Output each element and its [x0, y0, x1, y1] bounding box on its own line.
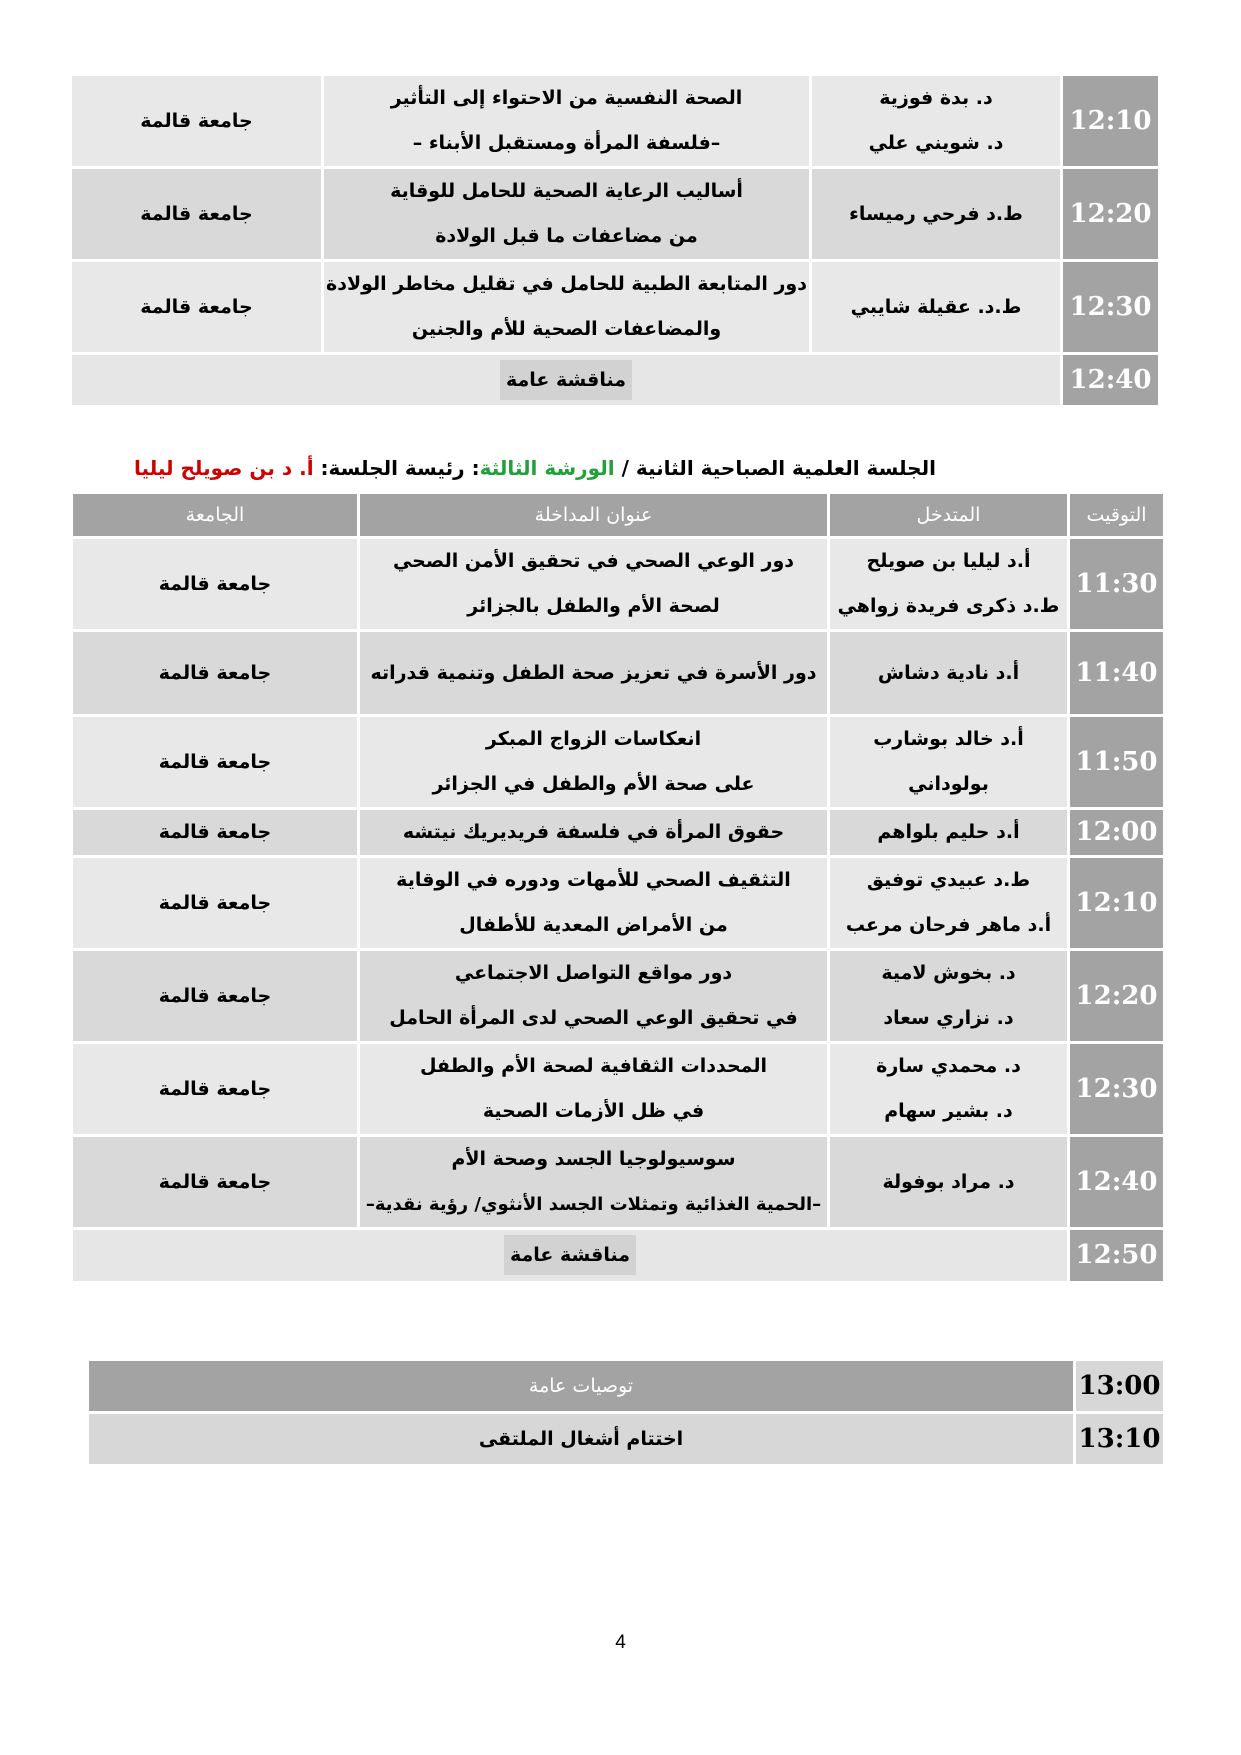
university-cell: جامعة قالمة	[72, 169, 321, 259]
table-row	[73, 1044, 1163, 1134]
title-line: دور الأسرة في تعزيز صحة الطفل وتنمية قدراته	[370, 661, 817, 684]
title-line: في ظل الأزمات الصحية	[482, 1100, 705, 1122]
title-line: سوسيولوجيا الجسد وصحة الأم	[451, 1148, 736, 1170]
discussion-row	[73, 1230, 1163, 1281]
schedule-table-1	[69, 73, 1161, 408]
title-line: الصحة النفسية من الاحتواء إلى التأثير	[390, 87, 743, 109]
speaker-name: أ.د ليليا بن صويلح	[866, 550, 1031, 572]
title-line: التثقيف الصحي للأمهات ودوره في الوقاية	[396, 869, 791, 891]
title-cell	[324, 169, 809, 259]
time-cell: 13:00	[1076, 1361, 1163, 1411]
title-cell	[360, 1137, 827, 1227]
title-line: في تحقيق الوعي الصحي لدى المرأة الحامل	[389, 1007, 798, 1029]
table-row	[73, 951, 1163, 1041]
session-chair-label: : رئيسة الجلسة:	[320, 456, 480, 480]
university-cell: جامعة قالمة	[72, 76, 321, 166]
table-row	[73, 632, 1163, 714]
speaker-cell	[830, 1044, 1067, 1134]
speaker-name: أ.د نادية دشاش	[877, 661, 1020, 684]
speaker-name: د. محمدي سارة	[876, 1055, 1021, 1077]
university-cell: جامعة قالمة	[73, 810, 357, 855]
title-line: والمضاعفات الصحية للأم والجنين	[411, 318, 722, 340]
speaker-name: ط.د عبيدي توفيق	[866, 869, 1031, 891]
title-line: دور المتابعة الطبية للحامل في تقليل مخاطر الولادة	[325, 273, 807, 295]
table-row	[89, 1361, 1163, 1411]
title-cell	[360, 539, 827, 629]
closing-table	[86, 1358, 1166, 1467]
title-line: –الحمية الغذائية وتمثلات الجسد الأنثوي/ رؤية نقدية–	[365, 1194, 822, 1215]
speaker-name: د. بشير سهام	[884, 1100, 1013, 1122]
university-cell: جامعة قالمة	[73, 1137, 357, 1227]
discussion-row	[72, 355, 1158, 405]
table-row	[72, 169, 1158, 259]
speaker-name: ط.د. عقيلة شايبي	[850, 295, 1022, 318]
session-name: الجلسة العلمية الصباحية الثانية /	[621, 456, 936, 480]
discussion-cell	[72, 355, 1060, 405]
time-cell: 12:20	[1063, 169, 1158, 259]
speaker-cell	[830, 539, 1067, 629]
time-cell: 12:10	[1063, 76, 1158, 166]
table-header-row	[73, 494, 1163, 536]
time-cell: 13:10	[1076, 1414, 1163, 1464]
university-cell: جامعة قالمة	[73, 632, 357, 714]
speaker-cell	[812, 262, 1060, 352]
discussion-label: مناقشة عامة	[504, 1235, 636, 1275]
speaker-name: أ.د ماهر فرحان مرعب	[845, 914, 1052, 936]
title-cell	[360, 858, 827, 948]
speaker-name: ط.د ذكرى فريدة زواهي	[837, 595, 1060, 617]
speaker-cell	[830, 717, 1067, 807]
speaker-cell	[830, 858, 1067, 948]
time-cell: 12:40	[1070, 1137, 1163, 1227]
title-cell	[360, 632, 827, 714]
header-time: التوقيت	[1070, 494, 1163, 536]
title-line: من الأمراض المعدية للأطفال	[459, 914, 728, 936]
title-cell	[360, 951, 827, 1041]
title-line: حقوق المرأة في فلسفة فريديريك نيتشه	[402, 821, 785, 843]
session-chair: أ. د بن صويلح ليليا	[134, 456, 314, 480]
speaker-name: د. مراد بوفولة	[882, 1170, 1015, 1193]
speaker-name: د. بدة فوزية	[879, 87, 993, 109]
table-row	[73, 539, 1163, 629]
speaker-name: د. نزاري سعاد	[883, 1007, 1014, 1029]
table-row	[89, 1414, 1163, 1464]
title-line: دور مواقع التواصل الاجتماعي	[454, 962, 733, 984]
table-row	[73, 717, 1163, 807]
speaker-cell	[812, 169, 1060, 259]
speaker-name: د. بخوش لامية	[881, 962, 1016, 984]
time-cell: 11:50	[1070, 717, 1163, 807]
title-line: –فلسفة المرأة ومستقبل الأبناء –	[412, 132, 721, 154]
title-line: دور الوعي الصحي في تحقيق الأمن الصحي	[392, 550, 795, 572]
time-cell: 11:40	[1070, 632, 1163, 714]
speaker-cell	[830, 632, 1067, 714]
table-row	[73, 810, 1163, 855]
discussion-label: مناقشة عامة	[500, 360, 632, 400]
speaker-cell	[812, 76, 1060, 166]
university-cell: جامعة قالمة	[72, 262, 321, 352]
speaker-cell	[830, 1137, 1067, 1227]
title-line: المحددات الثقافية لصحة الأم والطفل	[419, 1055, 768, 1077]
workshop-name: الورشة الثالثة	[479, 456, 615, 480]
university-cell: جامعة قالمة	[73, 1044, 357, 1134]
title-line: لصحة الأم والطفل بالجزائر	[467, 595, 720, 617]
title-line: انعكاسات الزواج المبكر	[485, 728, 702, 750]
speaker-name: د. شويني علي	[868, 132, 1004, 154]
university-cell: جامعة قالمة	[73, 951, 357, 1041]
time-cell: 12:30	[1070, 1044, 1163, 1134]
title-cell	[360, 810, 827, 855]
discussion-cell	[73, 1230, 1067, 1281]
time-cell: 12:20	[1070, 951, 1163, 1041]
table-row	[72, 76, 1158, 166]
title-cell	[360, 1044, 827, 1134]
title-line: أساليب الرعاية الصحية للحامل للوقاية	[390, 180, 743, 202]
time-cell: 12:40	[1063, 355, 1158, 405]
title-cell	[324, 262, 809, 352]
time-cell: 12:10	[1070, 858, 1163, 948]
speaker-name: ط.د فرحي رميساء	[849, 202, 1023, 225]
speaker-name: أ.د خالد بوشارب بولوداني	[873, 728, 1024, 795]
recommendations-cell: توصيات عامة	[89, 1361, 1073, 1411]
header-university: الجامعة	[73, 494, 357, 536]
university-cell: جامعة قالمة	[73, 539, 357, 629]
university-cell: جامعة قالمة	[73, 717, 357, 807]
title-line: على صحة الأم والطفل في الجزائر	[432, 773, 755, 795]
session-title	[72, 456, 998, 480]
university-cell: جامعة قالمة	[73, 858, 357, 948]
title-cell	[360, 717, 827, 807]
speaker-cell	[830, 951, 1067, 1041]
speaker-name: أ.د حليم بلواهم	[877, 821, 1020, 843]
speaker-cell	[830, 810, 1067, 855]
schedule-table-2	[70, 491, 1166, 1284]
table-row	[73, 858, 1163, 948]
header-speaker: المتدخل	[830, 494, 1067, 536]
closing-cell: اختتام أشغال الملتقى	[89, 1414, 1073, 1464]
time-cell: 12:00	[1070, 810, 1163, 855]
page-number: 4	[615, 1632, 626, 1653]
time-cell: 12:50	[1070, 1230, 1163, 1281]
table-row	[73, 1137, 1163, 1227]
title-line: من مضاعفات ما قبل الولادة	[435, 225, 698, 247]
header-title: عنوان المداخلة	[360, 494, 827, 536]
time-cell: 11:30	[1070, 539, 1163, 629]
title-cell	[324, 76, 809, 166]
table-row	[72, 262, 1158, 352]
time-cell: 12:30	[1063, 262, 1158, 352]
